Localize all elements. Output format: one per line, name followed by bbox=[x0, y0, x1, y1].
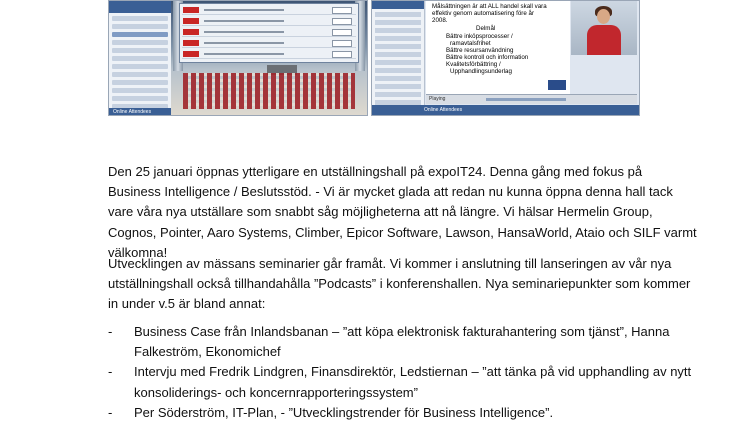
paragraph-intro: Den 25 januari öppnas ytterligare en utställningshall på expoIT24. Denna gång med fokus på Business Intelligence / Beslutsstöd. - Vi är mycket glada att redan nu kunna öppna denna hall tack vare våra nya utställare som snabbt såg möjligheterna att nå längre. Vi hälsar Hermelin Group, Cognos, Pointer, Aaro Systems, Climber, Epicor Software, Lawson, HansaWorld, Ataio och SILF varmt välkomna! bbox=[108, 164, 697, 260]
seminar-list bbox=[108, 322, 708, 423]
player-status: Playing bbox=[429, 96, 446, 102]
presentation-slide bbox=[426, 1, 570, 94]
hall-sidebar-footer: Online Attendees bbox=[113, 109, 152, 115]
paragraph-seminars: Utvecklingen av mässans seminarier går framåt. Vi kommer i anslutning till lanseringen av vår nya utställningshall också tillhandahålla ”Podcasts” i konferenshallen. Nya seminariepunkter som kommer in under v.5 är bland annat: bbox=[108, 256, 691, 312]
audience-seats bbox=[183, 73, 355, 109]
slide-bullet: ramavtalsfrihet bbox=[450, 40, 491, 47]
conference-screenshot bbox=[371, 0, 640, 116]
exhibition-hall-screenshot bbox=[108, 0, 368, 116]
slide-line: Målsättningen är att ALL handel skall vara bbox=[432, 3, 547, 10]
hall-3d-view bbox=[171, 1, 367, 115]
slide-line: effektiv genom automatisering före år bbox=[432, 10, 535, 17]
conference-sidebar bbox=[372, 1, 425, 116]
exhibitor-panel bbox=[179, 3, 359, 63]
player-progress[interactable] bbox=[486, 98, 566, 101]
list-item: - Intervju med Fredrik Lindgren, Finansdirektör, Ledstiernan – ”att tänka på vid upphandling av nytt konsoliderings- och koncernrapporteringssystem” bbox=[108, 362, 708, 402]
slide-subtitle: Delmål bbox=[476, 25, 496, 32]
presenter-video bbox=[571, 1, 637, 55]
list-item: - Business Case från Inlandsbanan – ”att köpa elektronisk fakturahantering som tjänst”, Hanna Falkeström, Ekonomichef bbox=[108, 322, 708, 362]
list-item: - Per Söderström, IT-Plan, - ”Utvecklingstrender för Business Intelligence”. bbox=[108, 403, 708, 423]
company-logo bbox=[548, 80, 566, 90]
slide-bullet: Bättre resursanvändning bbox=[446, 47, 514, 54]
slide-line: 2008. bbox=[432, 17, 448, 24]
slide-bullet: Kvalitetsförbättring / bbox=[446, 61, 501, 68]
media-player-bar[interactable] bbox=[426, 94, 637, 104]
slide-bullet: Bättre kontroll och information bbox=[446, 54, 529, 61]
slide-bullet: Bättre inköpsprocesser / bbox=[446, 33, 513, 40]
hall-sidebar bbox=[109, 1, 172, 116]
conference-sidebar-footer: Online Attendees bbox=[424, 107, 463, 113]
slide-bullet: Upphandlingsunderlag bbox=[450, 68, 512, 75]
